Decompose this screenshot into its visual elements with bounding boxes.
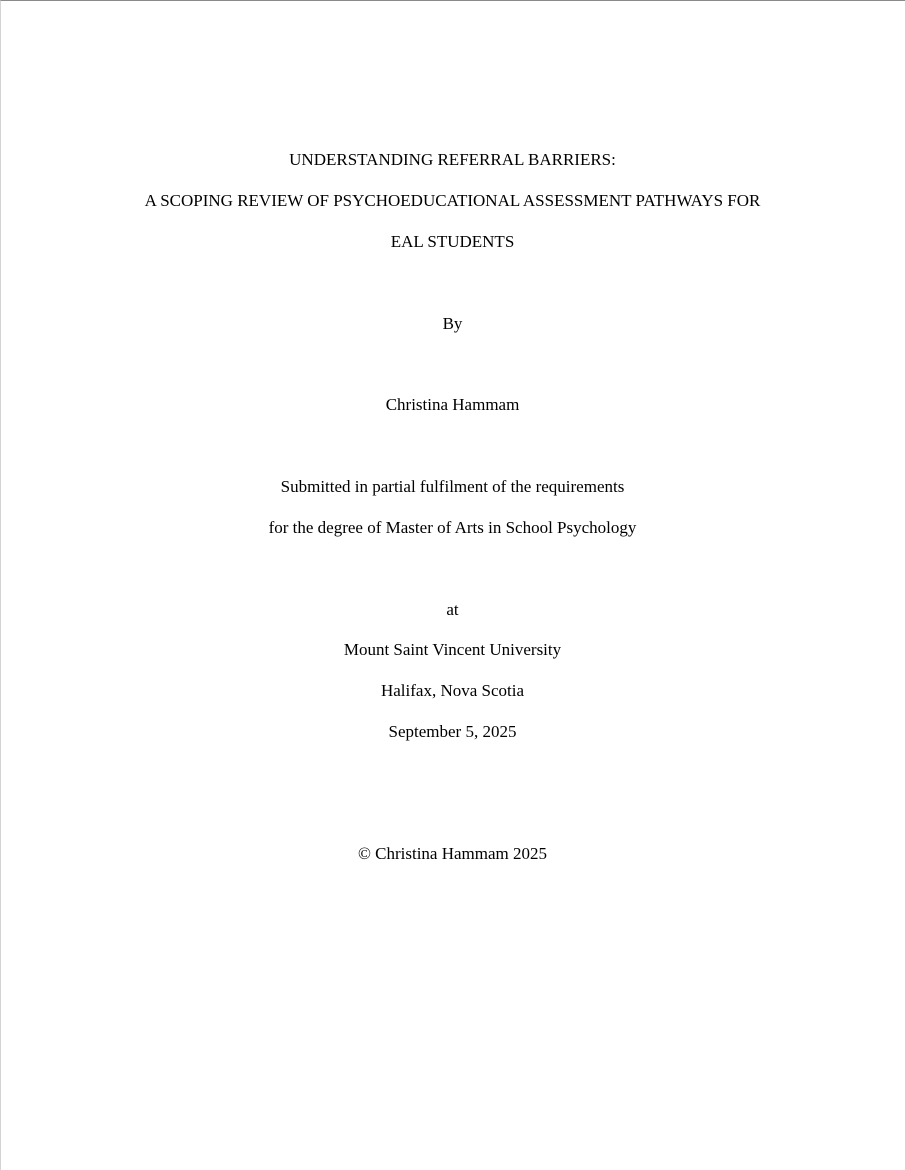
- submission-date: September 5, 2025: [388, 722, 517, 741]
- at-label: at: [446, 600, 459, 619]
- author-name: Christina Hammam: [385, 395, 520, 414]
- thesis-title-line-3: EAL STUDENTS: [390, 232, 515, 251]
- thesis-title-line-2: A SCOPING REVIEW OF PSYCHOEDUCATIONAL ASSESSMENT PATHWAYS FOR: [144, 191, 761, 210]
- submission-statement-line-2: for the degree of Master of Arts in School Psychology: [268, 518, 637, 537]
- copyright-notice: © Christina Hammam 2025: [357, 844, 548, 863]
- university-location: Halifax, Nova Scotia: [380, 681, 525, 700]
- university-name: Mount Saint Vincent University: [343, 640, 562, 659]
- by-label: By: [442, 314, 463, 333]
- submission-statement-line-1: Submitted in partial fulfilment of the requirements: [280, 477, 625, 496]
- thesis-title-line-1: UNDERSTANDING REFERRAL BARRIERS:: [289, 150, 616, 169]
